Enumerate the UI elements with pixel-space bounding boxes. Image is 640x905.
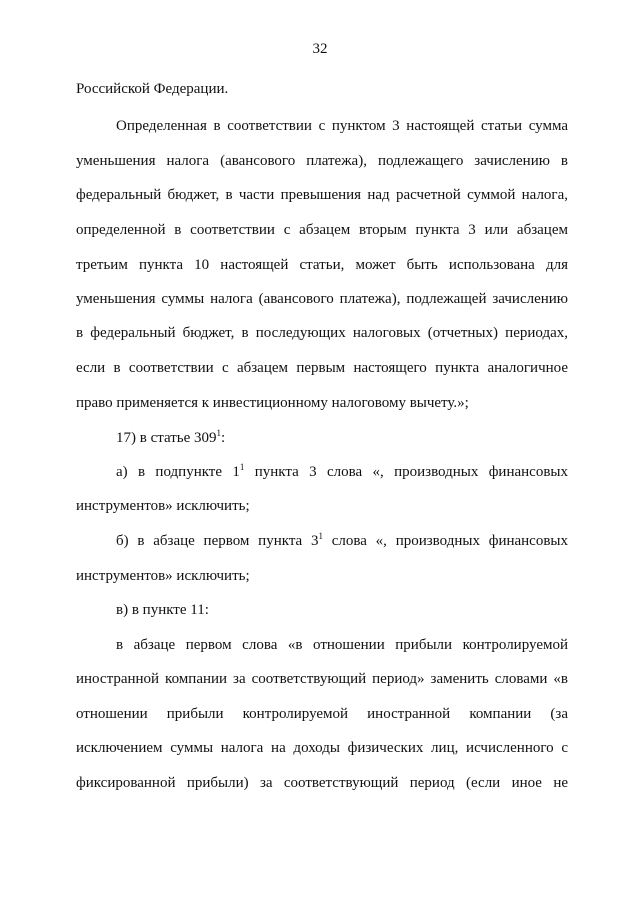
text-line: фиксированной прибыли) за соответствующий период (если иное не (76, 775, 568, 791)
text-line: в абзаце первом слова «в отношении прибыли контролируемой (116, 637, 568, 653)
text-line: федеральный бюджет, в части превышения над расчетной суммой налога, (76, 187, 568, 203)
text-line: в федеральный бюджет, в последующих налоговых (отчетных) периодах, (76, 325, 568, 341)
text-line: инструментов» исключить; (76, 498, 250, 514)
text-line: отношении прибыли контролируемой иностранной компании (за (76, 706, 568, 722)
text-line: право применяется к инвестиционному налоговому вычету.»; (76, 395, 469, 411)
text-line: иностранной компании за соответствующий период» заменить словами «в (76, 671, 568, 687)
page-number: 32 (312, 41, 328, 57)
text-line: Определенная в соответствии с пунктом 3 настоящей статьи сумма (116, 118, 568, 134)
text-line: в) в пункте 11: (116, 602, 209, 618)
text-line: уменьшения налога (авансового платежа), подлежащего зачислению в (76, 153, 568, 169)
text-line: если в соответствии с абзацем первым настоящего пункта аналогичное (76, 360, 568, 376)
text-line: б) в абзаце первом пункта $3^1$ слова «, производных финансовых (116, 531, 568, 549)
text-line: исключением суммы налога на доходы физических лиц, исчисленного с (76, 740, 568, 756)
text-line: определенной в соответствии с абзацем вторым пункта 3 или абзацем (76, 222, 568, 238)
text-line: 17) в статье $309^1$: (116, 428, 226, 446)
text-line: а) в подпункте $1^1$ пункта 3 слова «, производных финансовых (116, 462, 568, 480)
text-line: Российской Федерации. (76, 81, 229, 97)
text-line: уменьшения суммы налога (авансового платежа), подлежащей зачислению (76, 291, 568, 307)
text-line: третьим пункта 10 настоящей статьи, может быть использована для (76, 257, 568, 273)
text-line: инструментов» исключить; (76, 568, 250, 584)
